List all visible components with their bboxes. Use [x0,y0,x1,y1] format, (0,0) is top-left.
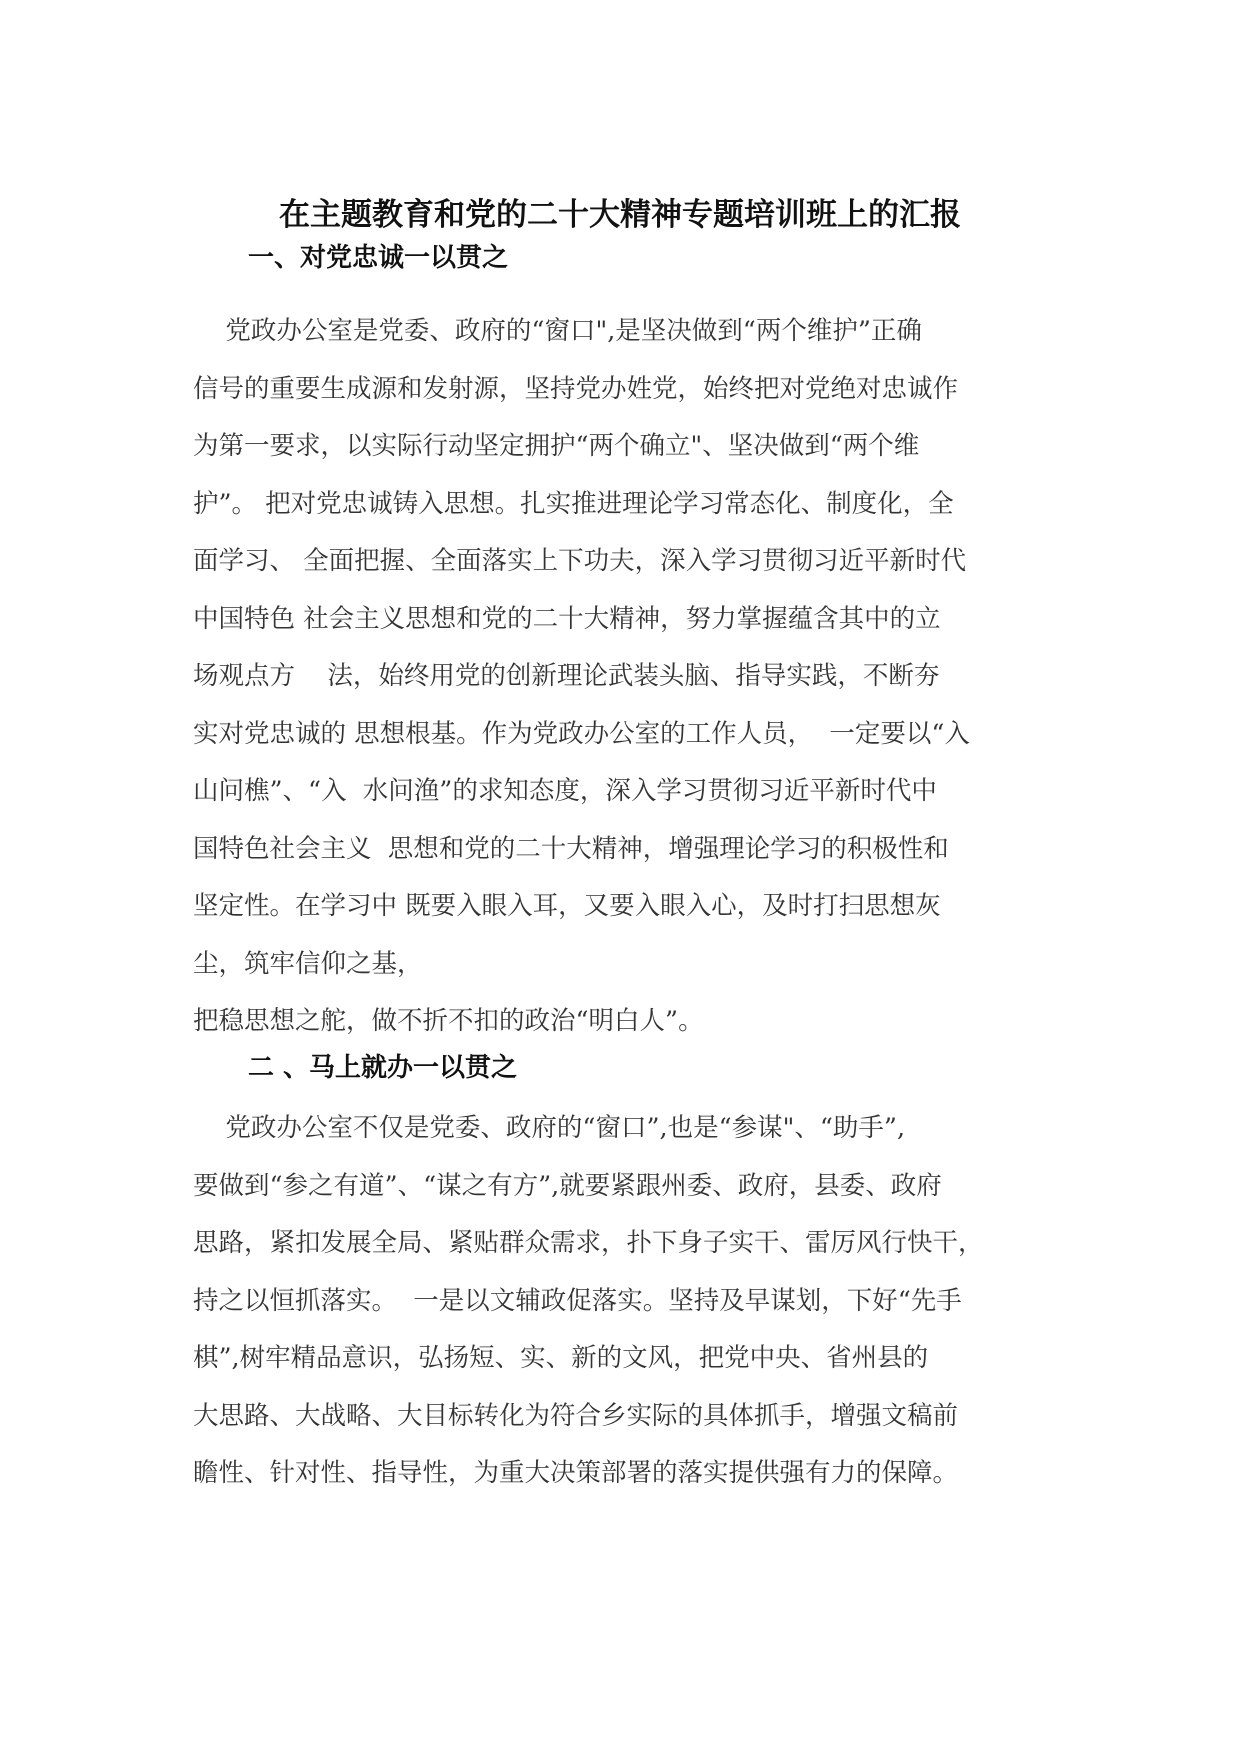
paragraph-line: 信号的重要生成源和发射源，坚持党办姓党，始终把对党绝对忠诚作 [193,373,959,404]
section-2-paragraph [193,1100,1073,1503]
paragraph-line: 中国特色 社会主义思想和党的二十大精神，努力掌握蕴含其中的立 [193,603,941,634]
paragraph-line: 实对党忠诚的 思想根基。作为党政办公室的工作人员， 一定要以“入 [193,718,970,749]
document-title: 在主题教育和党的二十大精神专题培训班上的汇报 [279,197,961,233]
paragraph-line: 山问樵”、“入 水问渔”的求知态度，深入学习贯彻习近平新时代中 [193,776,937,806]
paragraph-line: 把稳思想之舵，做不折不扣的政治“明白人”。 [193,1006,704,1036]
paragraph-line: 瞻性、针对性、指导性，为重大决策部署的落实提供强有力的保障。 [193,1458,959,1488]
paragraph-line: 坚定性。在学习中 既要入眼入耳，又要入眼入心，及时打扫思想灰 [193,891,941,921]
section-heading-2: 二 、马上就办一以贯之 [248,1053,518,1083]
paragraph-line: 持之以恒抓落实。 一是以文辅政促落实。坚持及早谋划，下好“先手 [193,1285,962,1316]
paragraph-line: 要做到“参之有道”、“谋之有方”,就要紧跟州委、政府，县委、政府 [193,1170,942,1201]
section-1-paragraph [193,303,1073,1051]
paragraph-line: 党政办公室是党委、政府的“窗口",是坚决做到“两个维护”正确 [193,316,922,346]
paragraph-line: 面学习、 全面把握、全面落实上下功夫，深入学习贯彻习近平新时代 [193,546,967,576]
paragraph-line: 场观点方 法，始终用党的创新理论武装头脑、指导实践，不断夯 [193,661,940,691]
paragraph-line: 为第一要求，以实际行动坚定拥护“两个确立"、坚决做到“两个维 [193,431,920,461]
paragraph-line: 大思路、大战略、大目标转化为符合乡实际的具体抓手，增强文稿前 [193,1400,959,1431]
paragraph-line: 思路，紧扣发展全局、紧贴群众需求，扑下身子实干、雷厉风行快干， [193,1228,984,1258]
paragraph-line: 尘，筑牢信仰之基， [193,948,423,979]
paragraph-line: 国特色社会主义 思想和党的二十大精神，增强理论学习的积极性和 [193,833,949,864]
paragraph-line: 党政办公室不仅是党委、政府的“窗口”,也是“参谋"、“助手”, [193,1113,906,1143]
section-heading-1: 一、对党忠诚一以贯之 [248,243,509,273]
paragraph-line: 棋”,树牢精品意识，弘扬短、实、新的文风，把党中央、省州县的 [193,1343,929,1373]
paragraph-line: 护”。 把对党忠诚铸入思想。扎实推进理论学习常态化、制度化，全 [193,488,954,519]
